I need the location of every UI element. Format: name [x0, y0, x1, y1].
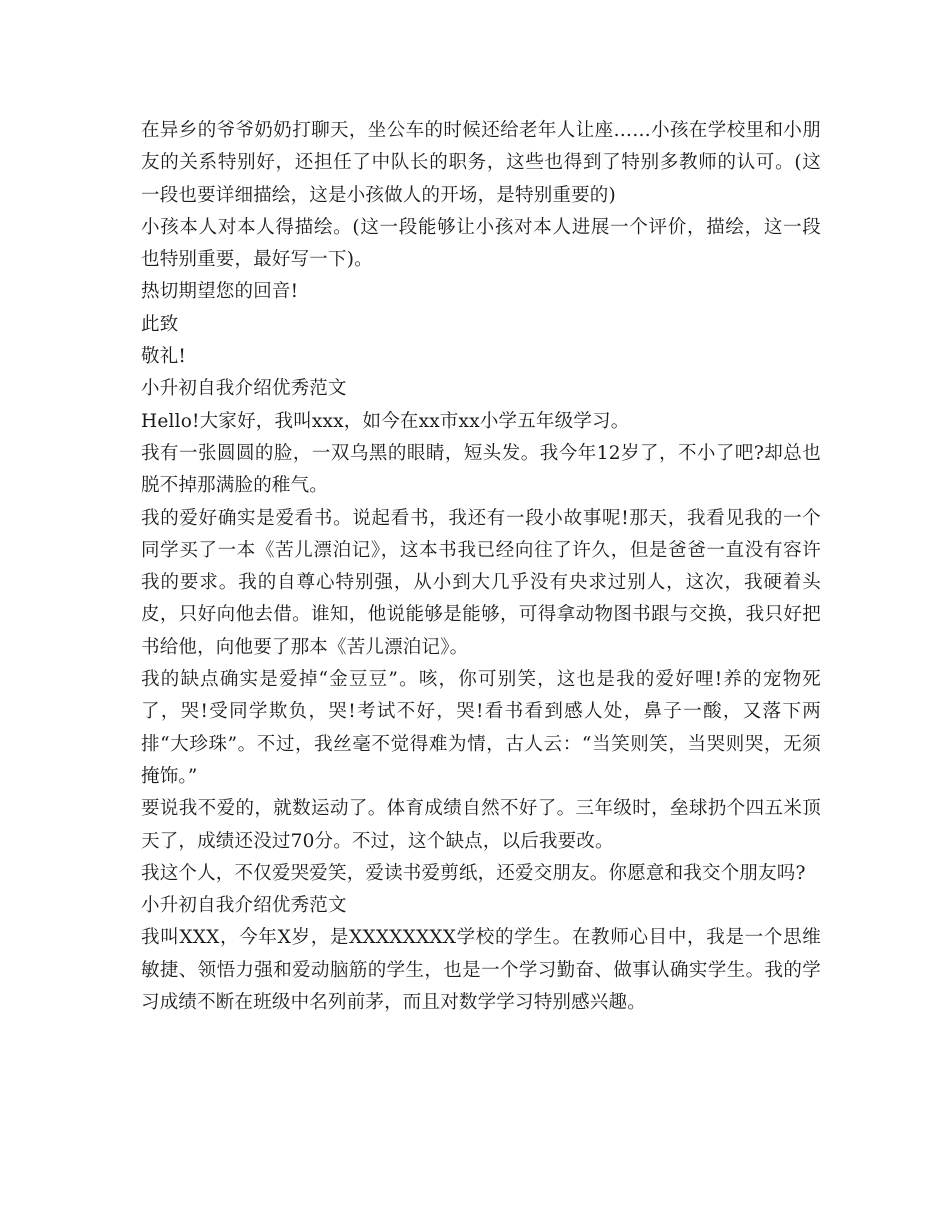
document-body: [141, 115, 821, 1019]
closing-line: 此致: [141, 313, 179, 335]
paragraph: 在异乡的爷爷奶奶打聊天，坐公车的时候还给老年人让座……小孩在学校里和小朋友的关系特别好，还担任了中队长的职务，这些也得到了特别多教师的认可。(这一段也要详细描绘，这是小孩做人的开场，是特别重要的): [141, 120, 821, 206]
section-title: 小升初自我介绍优秀范文: [141, 378, 347, 400]
paragraph: Hello!大家好，我叫xxx，如今在xx市xx小学五年级学习。: [141, 410, 630, 432]
paragraph: 要说我不爱的，就数运动了。体育成绩自然不好了。三年级时，垒球扔个四五米顶天了，成绩还没过70分。不过，这个缺点，以后我要改。: [141, 798, 821, 852]
paragraph: 我叫XXX，今年X岁，是XXXXXXXX学校的学生。在教师心目中，我是一个思维敏捷、领悟力强和爱动脑筋的学生，也是一个学习勤奋、做事认确实学生。我的学习成绩不断在班级中名列前茅，而且对数学学习特别感兴趣。: [141, 927, 821, 1014]
paragraph: 热切期望您的回音!: [141, 281, 299, 303]
paragraph: 我的缺点确实是爱掉“金豆豆”。咳，你可别笑，这也是我的爱好哩!养的宠物死了，哭!受同学欺负，哭!考试不好，哭!看书看到感人处，鼻子一酸，又落下两排“大珍珠”。不过，我丝毫不觉得难为情，古人云：“当笑则笑，当哭则哭，无须掩饰。”: [141, 669, 821, 787]
closing-salute: 敬礼!: [141, 346, 187, 368]
section-title: 小升初自我介绍优秀范文: [141, 895, 347, 917]
paragraph: 我的爱好确实是爱看书。说起看书，我还有一段小故事呢!那天，我看见我的一个同学买了一本《苦儿漂泊记》，这本书我已经向往了许久，但是爸爸一直没有容许我的要求。我的自尊心特别强，从小到大几乎没有央求过别人，这次，我硬着头皮，只好向他去借。谁知，他说能够是能够，可得拿动物图书跟与交换，我只好把书给他，向他要了那本《苦儿漂泊记》。: [141, 507, 821, 658]
paragraph: 我这个人，不仅爱哭爱笑，爱读书爱剪纸，还爱交朋友。你愿意和我交个朋友吗?: [141, 862, 806, 884]
paragraph: 小孩本人对本人得描绘。(这一段能够让小孩对本人进展一个评价，描绘，这一段也特别重要，最好写一下)。: [141, 216, 821, 271]
paragraph: 我有一张圆圆的脸，一双乌黑的眼睛，短头发。我今年12岁了，不小了吧?却总也脱不掉那满脸的稚气。: [141, 442, 821, 497]
